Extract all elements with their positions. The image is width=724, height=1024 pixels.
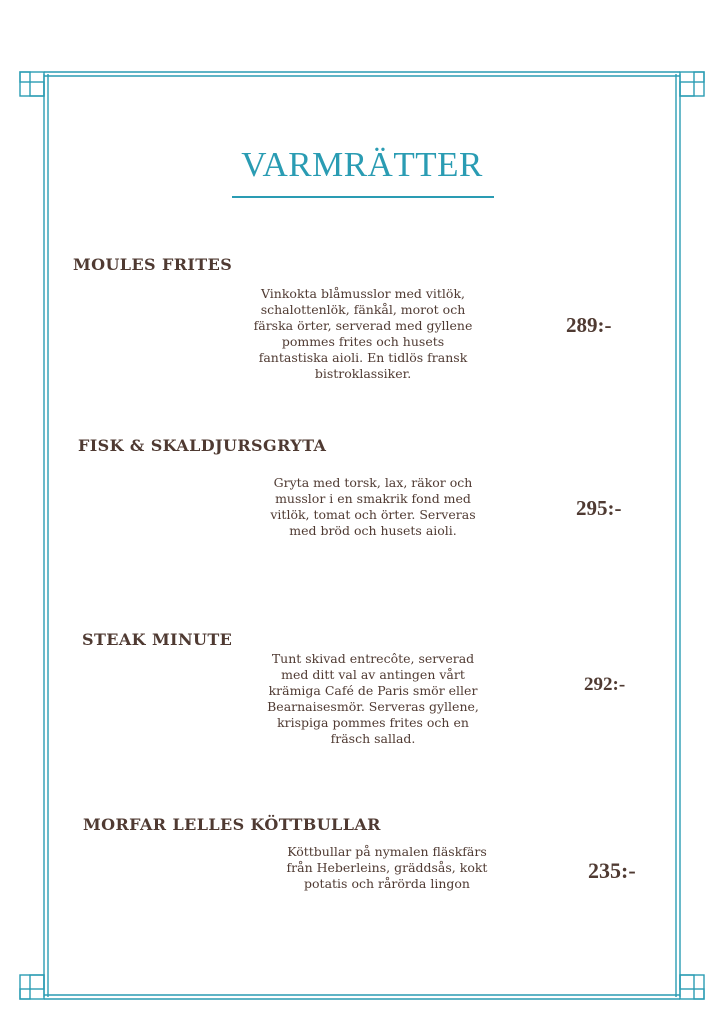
dish-description: Vinkokta blåmusslor med vitlök, schalottenlök, fänkål, morot och färska örter, serverad med gyllene pommes frites och husets fantastiska aioli. En tidlös fransk bistroklassiker. [253, 286, 473, 381]
dish-price: 289:- [566, 313, 612, 337]
dish-price: 235:- [588, 858, 636, 883]
dish-description: Gryta med torsk, lax, räkor och musslor i en smakrik fond med vitlök, tomat och örter. Serveras med bröd och husets aioli. [270, 475, 476, 538]
title-underline [232, 196, 494, 198]
dish-name: MORFAR LELLES KÖTTBULLAR [83, 815, 381, 834]
dish-price: 292:- [584, 674, 626, 695]
dish-name: MOULES FRITES [73, 255, 233, 274]
page-title: VARMRÄTTER [241, 145, 483, 184]
dish-price: 295:- [576, 496, 622, 520]
dish-name: FISK & SKALDJURSGRYTA [78, 436, 327, 455]
dish-name: STEAK MINUTE [82, 630, 233, 649]
dish-description: Köttbullar på nymalen fläskfärs från Heberleins, gräddsås, kokt potatis och rårörda lingon [286, 844, 488, 891]
dish-description: Tunt skivad entrecôte, serverad med ditt val av antingen vårt krämiga Café de Paris smör eller Bearnaisesmör. Serveras gyllene, krispiga pommes frites och en fräsch sallad. [267, 651, 479, 746]
